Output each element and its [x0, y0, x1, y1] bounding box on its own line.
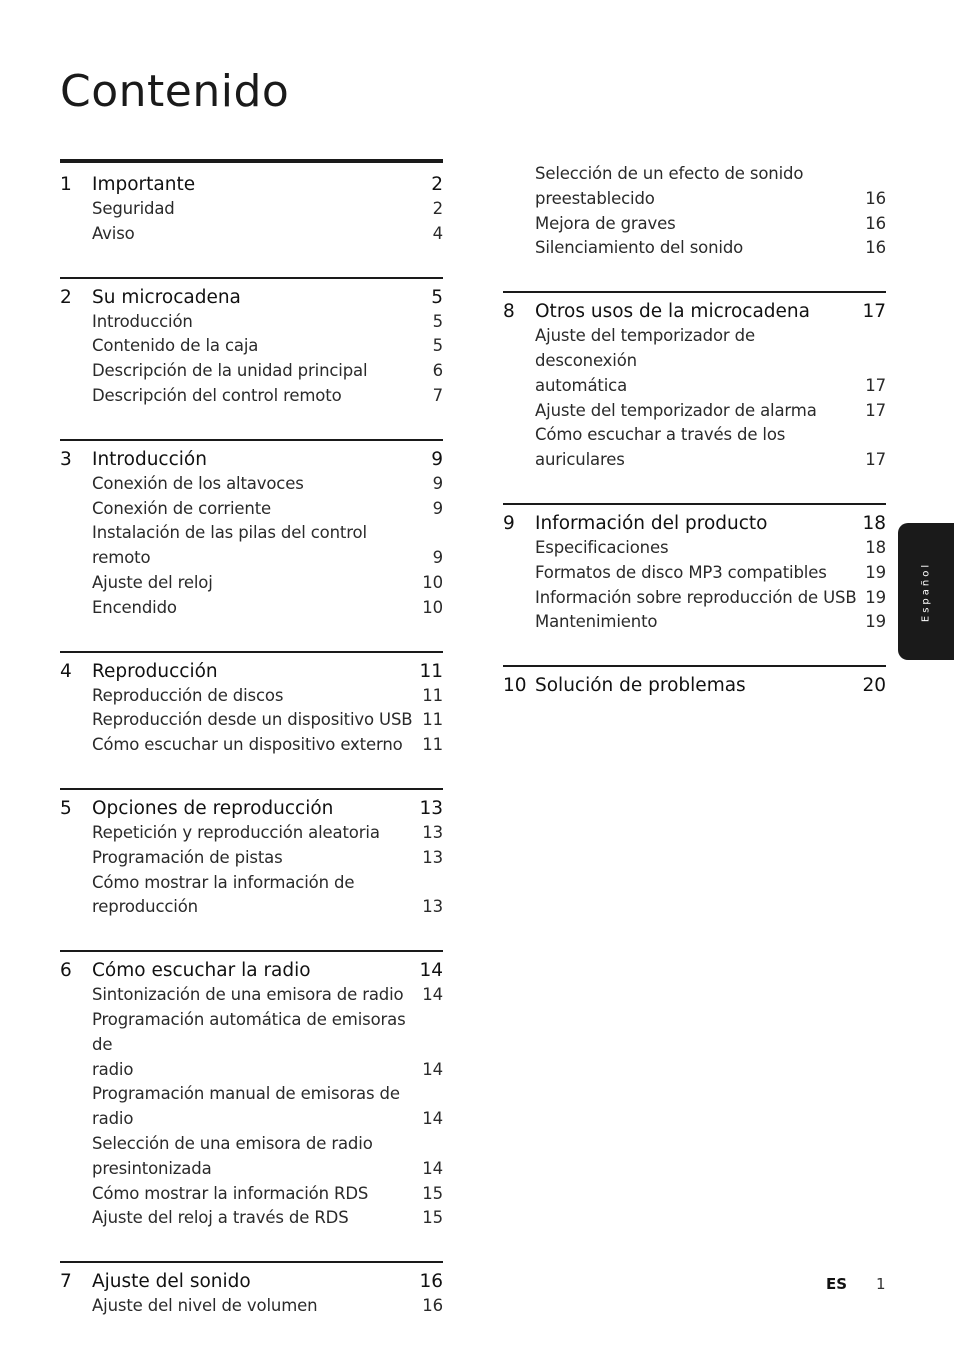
toc-entry-title: Selección de un efecto de sonido preestablecido — [535, 164, 804, 208]
toc-entry-page: 11 — [422, 685, 443, 705]
toc-section-number: 7 — [60, 1271, 72, 1293]
toc-entry-page: 13 — [422, 847, 443, 867]
toc-entry-page: 18 — [865, 537, 886, 557]
toc-section-title: Introducción — [92, 448, 207, 470]
toc-section-page: 14 — [419, 960, 443, 982]
toc-entry-page: 9 — [432, 473, 443, 493]
toc-entry-title: Sintonización de una emisora de radio — [92, 985, 404, 1005]
toc-entry-page: 13 — [422, 897, 443, 917]
toc-entry-page: 13 — [422, 822, 443, 842]
toc-entry-page: 16 — [865, 188, 886, 208]
toc-section-page: 16 — [419, 1271, 443, 1293]
toc-section-heading[interactable] — [60, 796, 443, 821]
toc-entry[interactable] — [92, 359, 443, 384]
toc-entry-title: Programación de pistas — [92, 847, 283, 867]
toc-entry-title: Conexión de los altavoces — [92, 473, 304, 493]
toc-entry[interactable] — [535, 536, 886, 561]
toc-section-page: 13 — [419, 797, 443, 819]
toc-entry-title: Ajuste del reloj a través de RDS — [92, 1208, 349, 1228]
toc-entry-page: 16 — [865, 238, 886, 258]
toc-entry-page: 17 — [865, 375, 886, 395]
toc-entry[interactable] — [92, 310, 443, 335]
toc-entry[interactable] — [535, 324, 886, 398]
toc-entry-page: 16 — [422, 1296, 443, 1316]
toc-section-heading[interactable] — [503, 299, 886, 324]
toc-section-title: Otros usos de la microcadena — [535, 301, 810, 323]
toc-entry-title: Conexión de corriente — [92, 498, 272, 518]
toc-section-heading[interactable] — [60, 1269, 443, 1294]
toc-entry-page: 19 — [865, 612, 886, 632]
toc-entry-page: 17 — [865, 400, 886, 420]
toc-left-column — [60, 159, 443, 1349]
toc-entry[interactable] — [92, 384, 443, 409]
toc-entry-page: 6 — [432, 361, 443, 381]
toc-entry-page: 14 — [422, 1158, 443, 1178]
toc-section-page: 11 — [419, 660, 443, 682]
toc-section-number: 1 — [60, 174, 72, 195]
toc-entry[interactable] — [92, 596, 443, 621]
toc-section-page: 9 — [431, 448, 443, 470]
toc-section-page: 18 — [862, 512, 886, 534]
toc-entry[interactable] — [92, 1206, 443, 1231]
toc-entry-title: Programación automática de emisoras de radio — [92, 1009, 406, 1079]
toc-entry-title: Cómo escuchar a través de los auriculares — [535, 425, 786, 470]
toc-section-page: 17 — [862, 301, 886, 323]
toc-section — [503, 503, 886, 635]
toc-section — [60, 439, 443, 621]
toc-entry[interactable] — [92, 472, 443, 497]
toc-section-number: 9 — [503, 512, 515, 534]
toc-entry[interactable] — [535, 236, 886, 261]
toc-entry[interactable] — [92, 733, 443, 758]
toc-entry-title: Ajuste del reloj — [92, 572, 213, 592]
toc-entry-title: Especificaciones — [535, 537, 669, 557]
toc-entry-title: Información sobre reproducción de USB — [535, 587, 857, 607]
toc-section-page: 20 — [862, 675, 886, 697]
toc-entry-page: 7 — [432, 385, 443, 405]
toc-entry-title: Cómo mostrar la información RDS — [92, 1183, 369, 1203]
toc-entry-title: Descripción de la unidad principal — [92, 361, 368, 381]
toc-entry-title: Reproducción de discos — [92, 685, 284, 705]
toc-section-title: Cómo escuchar la radio — [92, 960, 311, 982]
toc-entry[interactable] — [92, 334, 443, 359]
toc-entry[interactable] — [92, 1132, 443, 1182]
language-side-tab — [898, 523, 954, 660]
toc-section-number: 4 — [60, 660, 72, 682]
toc-entry-title: Aviso — [92, 223, 135, 243]
toc-entry[interactable] — [92, 684, 443, 709]
toc-entry-title: Selección de una emisora de radio presintonizada — [92, 1133, 373, 1178]
toc-section — [60, 277, 443, 409]
toc-section — [60, 651, 443, 758]
toc-entry[interactable] — [535, 399, 886, 424]
toc-entry[interactable] — [92, 521, 443, 571]
toc-section — [60, 159, 443, 247]
toc-section-heading[interactable] — [60, 285, 443, 310]
toc-entry[interactable] — [535, 610, 886, 635]
toc-entry-page: 11 — [422, 710, 443, 730]
toc-entry-page: 5 — [432, 311, 443, 331]
toc-entry-page: 14 — [422, 985, 443, 1005]
toc-entry-page: 17 — [865, 450, 886, 470]
toc-entry-title: Introducción — [92, 311, 193, 331]
toc-entry-page: 19 — [865, 562, 886, 582]
toc-entry[interactable] — [92, 821, 443, 846]
toc-entry-title: Contenido de la caja — [92, 336, 259, 356]
language-side-tab-label: Español — [920, 561, 932, 622]
toc-entry[interactable] — [535, 423, 886, 473]
toc-section — [60, 950, 443, 1231]
toc-section-number: 3 — [60, 448, 72, 470]
toc-entry-title: Mantenimiento — [535, 612, 658, 632]
toc-entry-title: Cómo mostrar la información de reproducción — [92, 872, 355, 917]
toc-section-title: Ajuste del sonido — [92, 1271, 251, 1293]
toc-section-title: Información del producto — [535, 512, 768, 534]
toc-entry[interactable] — [92, 871, 443, 921]
toc-entry-title: Mejora de graves — [535, 213, 676, 233]
toc-section-continuation — [503, 159, 886, 261]
toc-entry[interactable] — [535, 212, 886, 237]
toc-section — [503, 291, 886, 473]
toc-section-heading[interactable] — [60, 659, 443, 684]
toc-entry-page: 9 — [432, 498, 443, 518]
toc-entry-page: 10 — [422, 572, 443, 592]
toc-entry-page: 2 — [432, 199, 443, 218]
toc-entry[interactable] — [92, 1294, 443, 1319]
toc-entry-title: Silenciamiento del sonido — [535, 238, 744, 258]
toc-section-number: 6 — [60, 960, 72, 982]
toc-section-number: 10 — [503, 675, 527, 697]
toc-entry-page: 10 — [422, 597, 443, 617]
toc-section-heading[interactable] — [60, 447, 443, 472]
toc-entry[interactable] — [535, 561, 886, 586]
toc-entry-page: 19 — [865, 587, 886, 607]
toc-section-title: Su microcadena — [92, 286, 241, 308]
toc-entry[interactable] — [92, 197, 443, 222]
toc-entry[interactable] — [92, 222, 443, 247]
toc-right-column — [503, 159, 886, 698]
toc-entry[interactable] — [92, 708, 443, 733]
toc-entry-title: Ajuste del temporizador de alarma — [535, 400, 817, 420]
toc-entry-title: Instalación de las pilas del control remoto — [92, 523, 367, 568]
toc-section-heading[interactable] — [60, 958, 443, 983]
toc-entry[interactable] — [535, 162, 886, 212]
toc-section-title: Opciones de reproducción — [92, 797, 334, 819]
toc-section — [60, 1261, 443, 1319]
toc-entry-title: Ajuste del nivel de volumen — [92, 1296, 318, 1316]
toc-section-heading[interactable] — [503, 511, 886, 536]
toc-section-heading[interactable] — [60, 172, 443, 197]
toc-entry[interactable] — [92, 846, 443, 871]
footer-page-number: 1 — [876, 1275, 886, 1293]
toc-section-number: 5 — [60, 797, 72, 819]
page-title: Contenido — [60, 66, 290, 117]
toc-entry-title: Programación manual de emisoras de radio — [92, 1084, 400, 1129]
toc-entry-title: Encendido — [92, 597, 177, 617]
toc-entry[interactable] — [535, 586, 886, 611]
toc-section-page: 2 — [431, 174, 443, 195]
toc-entry-page: 14 — [422, 1109, 443, 1129]
toc-entry-page: 5 — [432, 336, 443, 356]
toc-entry-title: Ajuste del temporizador de desconexión automática — [535, 326, 755, 395]
toc-section-page: 5 — [431, 286, 443, 308]
toc-section-heading[interactable] — [503, 673, 886, 698]
toc-entry-page: 16 — [865, 213, 886, 233]
toc-section — [503, 665, 886, 698]
toc-entry-page: 14 — [422, 1059, 443, 1079]
toc-entry-title: Reproducción desde un dispositivo USB — [92, 710, 413, 730]
toc-section-title: Importante — [92, 174, 196, 195]
toc-entry-title: Repetición y reproducción aleatoria — [92, 822, 380, 842]
toc-entry[interactable] — [92, 983, 443, 1008]
toc-entry[interactable] — [92, 1008, 443, 1082]
toc-entry[interactable] — [92, 497, 443, 522]
toc-entry[interactable] — [92, 1082, 443, 1132]
toc-entry-title: Formatos de disco MP3 compatibles — [535, 562, 827, 582]
footer-language-code: ES — [826, 1275, 848, 1293]
toc-entry-page: 11 — [422, 735, 443, 755]
toc-section-title: Solución de problemas — [535, 675, 746, 697]
toc-entry-title: Seguridad — [92, 199, 175, 218]
toc-entry-page: 9 — [432, 548, 443, 568]
toc-entry[interactable] — [92, 1182, 443, 1207]
toc-entry-page: 4 — [432, 223, 443, 243]
toc-section — [60, 788, 443, 920]
toc-section-number: 2 — [60, 286, 72, 308]
toc-entry-page: 15 — [422, 1183, 443, 1203]
toc-section-title: Reproducción — [92, 660, 218, 682]
toc-entry-title: Descripción del control remoto — [92, 385, 342, 405]
toc-entry-page: 15 — [422, 1208, 443, 1228]
toc-entry-title: Cómo escuchar un dispositivo externo — [92, 735, 403, 755]
toc-entry[interactable] — [92, 571, 443, 596]
toc-section-number: 8 — [503, 301, 515, 323]
